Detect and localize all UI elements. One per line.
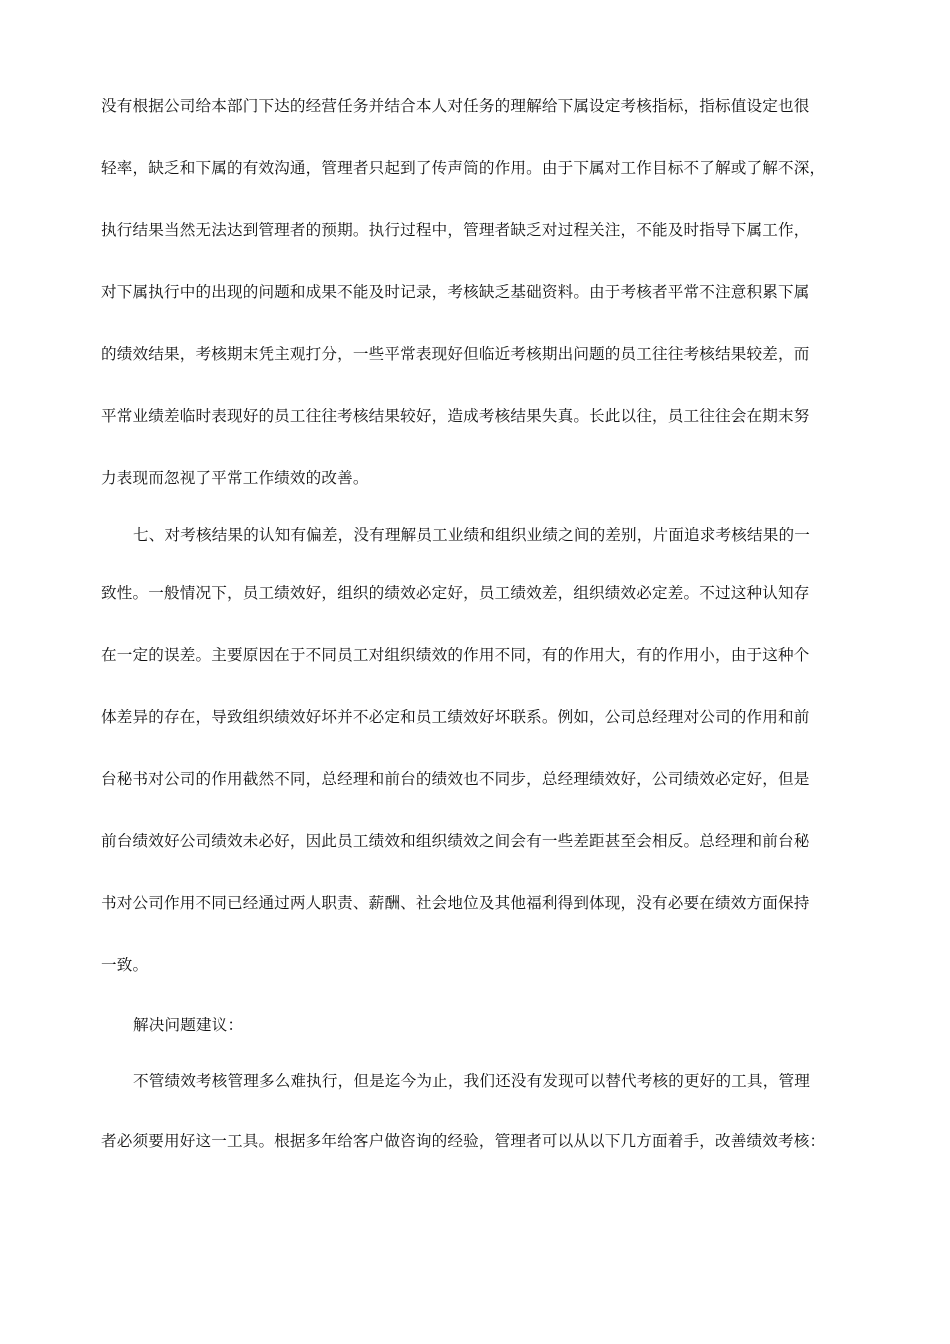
text-line: 体差异的存在，导致组织绩效好坏并不必定和员工绩效好坏联系。例如，公司总经理对公司的作用和前: [101, 708, 810, 726]
suggestion-heading: 解决问题建议：: [133, 1016, 244, 1034]
text-line: 在一定的误差。主要原因在于不同员工对组织绩效的作用不同，有的作用大，有的作用小，由于这种个: [101, 646, 810, 664]
text-line: 一致。: [101, 956, 149, 974]
text-line: 台秘书对公司的作用截然不同，总经理和前台的绩效也不同步，总经理绩效好，公司绩效必定好，但是: [101, 770, 810, 788]
text-line: 对下属执行中的出现的问题和成果不能及时记录，考核缺乏基础资料。由于考核者平常不注意积累下属: [101, 283, 810, 301]
text-line: 平常业绩差临时表现好的员工往往考核结果较好，造成考核结果失真。长此以往，员工往往会在期末努: [101, 407, 810, 425]
text-line: 致性。一般情况下，员工绩效好，组织的绩效必定好，员工绩效差，组织绩效必定差。不过这种认知存: [101, 584, 810, 602]
text-line: 书对公司作用不同已经通过两人职责、薪酬、社会地位及其他福利得到体现，没有必要在绩效方面保持: [101, 894, 810, 912]
text-line: 执行结果当然无法达到管理者的预期。执行过程中，管理者缺乏对过程关注，不能及时指导下属工作，: [101, 221, 810, 239]
text-line: 前台绩效好公司绩效未必好，因此员工绩效和组织绩效之间会有一些差距甚至会相反。总经理和前台秘: [101, 832, 810, 850]
text-line: 不管绩效考核管理多么难执行，但是迄今为止，我们还没有发现可以替代考核的更好的工具，管理: [133, 1072, 810, 1090]
text-line: 者必须要用好这一工具。根据多年给客户做咨询的经验，管理者可以从以下几方面着手，改善绩效考核：: [101, 1132, 826, 1150]
text-line: 轻率，缺乏和下属的有效沟通，管理者只起到了传声筒的作用。由于下属对工作目标不了解或了解不深，: [101, 159, 826, 177]
section-heading-line: 七、对考核结果的认知有偏差，没有理解员工业绩和组织业绩之间的差别，片面追求考核结果的一: [133, 526, 810, 544]
text-line: 的绩效结果，考核期末凭主观打分，一些平常表现好但临近考核期出问题的员工往往考核结果较差，而: [101, 345, 810, 363]
text-line: 没有根据公司给本部门下达的经营任务并结合本人对任务的理解给下属设定考核指标，指标值设定也很: [101, 97, 810, 115]
text-line: 力表现而忽视了平常工作绩效的改善。: [101, 469, 369, 487]
